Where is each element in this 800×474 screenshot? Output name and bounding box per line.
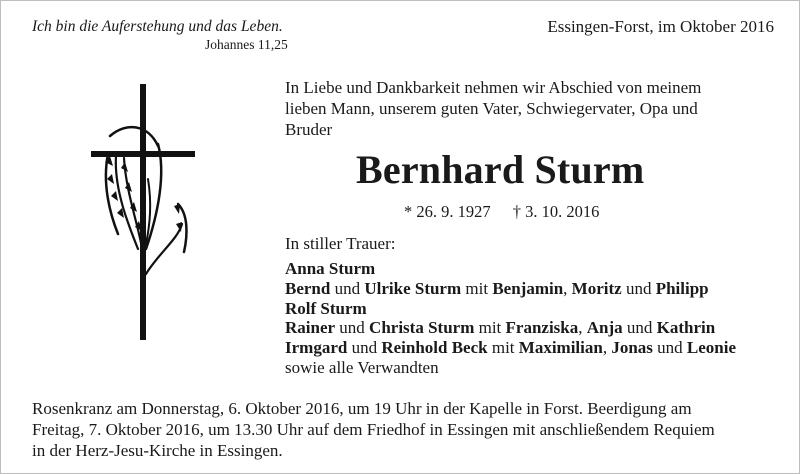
intro-text: [285, 77, 785, 140]
intro-line: lieben Mann, unserem guten Vater, Schwiegervater, Opa und: [285, 99, 698, 118]
mourner-line: [285, 259, 785, 279]
mourning-heading: In stiller Trauer:: [285, 234, 396, 253]
mourner-name: Christa Sturm: [369, 318, 475, 338]
place-date: Essingen-Forst, im Oktober 2016: [547, 17, 774, 36]
funeral-info-line: Freitag, 7. Oktober 2016, um 13.30 Uhr auf dem Friedhof in Essingen mit anschließendem Requiem: [32, 420, 715, 439]
mourner-name: Anja: [586, 318, 623, 338]
mourner-name: Moritz: [571, 278, 622, 298]
mourner-connector: ,: [563, 278, 572, 298]
mourner-name: Leonie: [686, 338, 737, 358]
bible-quote: Ich bin die Auferstehung und das Leben.: [32, 18, 283, 35]
mourner-connector: ,: [578, 318, 587, 338]
mourners-list: [285, 259, 785, 378]
mourner-connector: mit: [487, 338, 519, 358]
mourner-name: Rolf Sturm: [285, 298, 367, 318]
mourner-name: Reinhold Beck: [381, 338, 488, 358]
mourner-line: [285, 358, 785, 378]
funeral-info-line: Rosenkranz am Donnerstag, 6. Oktober 2016, um 19 Uhr in der Kapelle in Forst. Beerdigung am: [32, 399, 692, 418]
mourner-connector: und: [330, 278, 365, 298]
mourner-connector: ,: [602, 338, 612, 358]
mourner-name: Maximilian: [518, 338, 603, 358]
cross-with-wheat-icon: [88, 84, 208, 344]
funeral-info-line: in der Herz-Jesu-Kirche in Essingen.: [32, 441, 283, 460]
death-date: † 3. 10. 2016: [512, 202, 600, 221]
deceased-name: Bernhard Sturm: [356, 147, 645, 192]
mourner-line: [285, 279, 785, 299]
mourner-connector: und: [622, 318, 657, 338]
mourner-line: [285, 318, 785, 338]
mourner-line: [285, 299, 785, 319]
mourner-name: Franziska: [505, 318, 579, 338]
mourner-connector: mit: [461, 278, 493, 298]
mourner-connector: und: [347, 338, 382, 358]
bible-reference: Johannes 11,25: [205, 37, 288, 52]
intro-line: Bruder: [285, 120, 333, 139]
life-dates: [404, 202, 617, 222]
mourner-name: Philipp: [655, 278, 709, 298]
mourner-connector: mit: [474, 318, 506, 338]
mourner-line: [285, 338, 785, 358]
mourner-connector: und: [335, 318, 370, 338]
mourner-connector: und: [652, 338, 687, 358]
funeral-info: [32, 398, 777, 461]
mourner-name: Rainer: [285, 318, 336, 338]
birth-date: * 26. 9. 1927: [404, 202, 491, 221]
mourner-name: Irmgard: [285, 338, 348, 358]
mourner-name: Benjamin: [492, 278, 564, 298]
mourner-connector: sowie alle Verwandten: [285, 357, 439, 377]
mourner-name: Kathrin: [656, 318, 716, 338]
mourner-name: Anna Sturm: [285, 259, 376, 278]
mourner-name: Ulrike Sturm: [364, 278, 462, 298]
mourner-name: Bernd: [285, 278, 331, 298]
mourner-name: Jonas: [611, 338, 653, 358]
mourner-connector: und: [621, 278, 656, 298]
intro-line: In Liebe und Dankbarkeit nehmen wir Abschied von meinem: [285, 78, 702, 97]
